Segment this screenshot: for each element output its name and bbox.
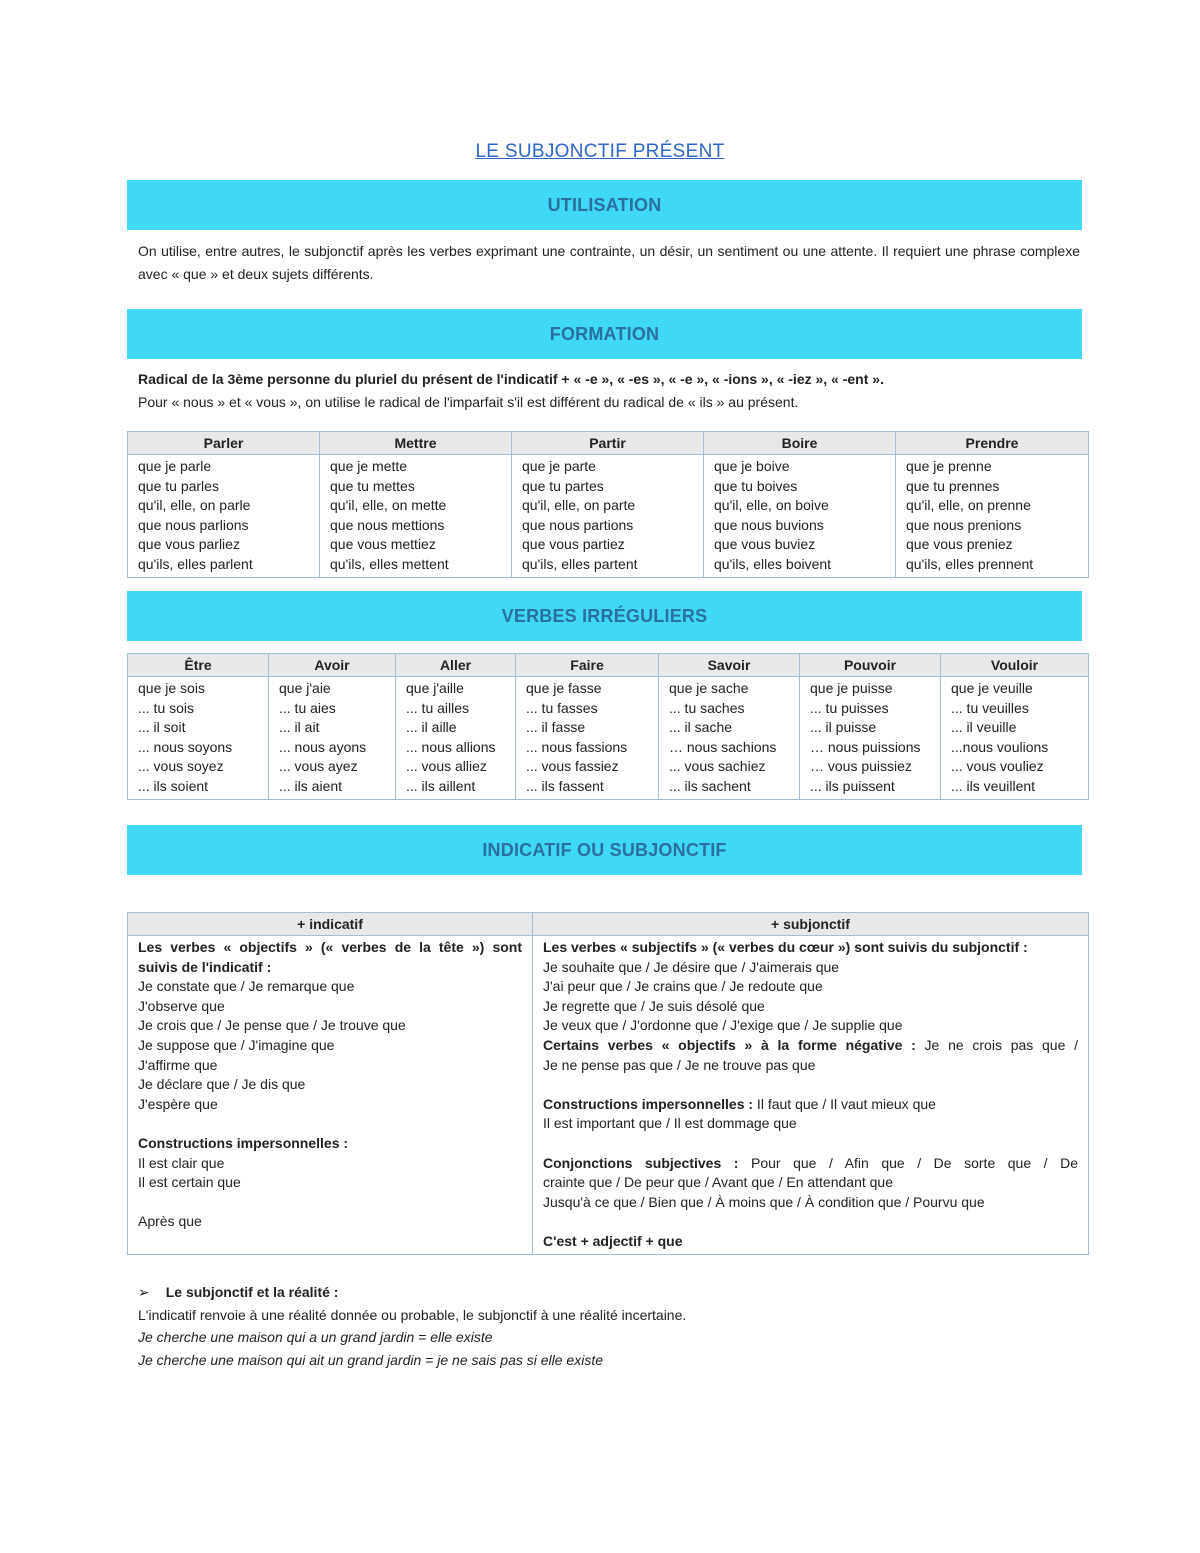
subjonctif-verb-line: Je regrette que / Je suis désolé que: [543, 997, 765, 1014]
conjugation-line: ... ils veuillent: [951, 777, 1036, 794]
conjugation-line: que je puisse: [810, 680, 893, 696]
conjugation-line: que je veuille: [951, 680, 1033, 696]
conjugation-line: ... vous alliez: [406, 758, 487, 775]
conjugation-column-mettre: [320, 455, 512, 578]
reality-example-subjonctif: Je cherche une maison qui ait un grand jardin = je ne sais pas si elle existe: [138, 1351, 603, 1368]
conjugation-line: qu'ils, elles partent: [522, 555, 638, 572]
indicatif-verb-line: Je constate que / Je remarque que: [138, 978, 355, 995]
reality-heading: Le subjonctif et la réalité :: [165, 1284, 339, 1300]
conjugation-line: que nous mettions: [330, 516, 445, 533]
conjugation-line: ... ils sachent: [669, 777, 751, 794]
verb-header-prendre: Prendre: [896, 432, 1089, 455]
conjugation-line: que tu parles: [138, 477, 219, 494]
conjugation-line: que je sache: [669, 680, 749, 696]
subjonctif-verb-line: Je veux que / J'ordonne que / J'exige que / Je supplie que: [543, 1017, 903, 1034]
subjonctif-verb-line: J'ai peur que / Je crains que / Je redoute que: [543, 978, 823, 995]
formation-note: Pour « nous » et « vous », on utilise le radical de l'imparfait s'il est différent du radical de « ils » au présent.: [138, 394, 799, 410]
conjugation-line: que vous parliez: [138, 536, 240, 553]
subjonctif-intro: Les verbes « subjectifs » (« verbes du cœur ») sont suivis du subjonctif :: [543, 939, 1028, 955]
indicatif-verb-line: Je crois que / Je pense que / Je trouve que: [138, 1017, 406, 1034]
conjugation-line: ... ils aient: [279, 777, 343, 794]
conjugation-line: qu'il, elle, on parte: [522, 497, 636, 514]
conjugation-line: qu'il, elle, on prenne: [906, 497, 1031, 514]
subjonctif-conjunction-line1: [543, 1154, 1078, 1174]
conjugation-line: ... ils soient: [138, 777, 209, 794]
reality-text: L'indicatif renvoie à une réalité donnée ou probable, le subjonctif à une réalité incertaine.: [138, 1306, 687, 1323]
verb-header-boire: Boire: [704, 432, 896, 455]
indicatif-verb-line: J'espère que: [138, 1095, 218, 1112]
conjugation-line: ... il puisse: [810, 719, 877, 736]
conjugation-line: que tu boives: [714, 477, 798, 494]
conjugation-line: ... tu ailles: [406, 699, 470, 716]
subjonctif-conjunction-label: Conjonctions subjectives :: [543, 1154, 739, 1171]
indicatif-verb-line: Je déclare que / Je dis que: [138, 1076, 306, 1093]
conjugation-line: ... il ait: [279, 719, 320, 736]
conjugation-line: que nous prenions: [906, 516, 1022, 533]
arrow-bullet-icon: ➢: [138, 1284, 150, 1300]
conjugation-column-faire: [516, 677, 659, 800]
spacer: [543, 1134, 1078, 1154]
verb-header-vouloir: Vouloir: [941, 654, 1089, 677]
conjugation-line: qu'il, elle, on mette: [330, 497, 447, 514]
conjugation-line: que tu mettes: [330, 477, 415, 494]
conjugation-line: que je parle: [138, 458, 212, 474]
indicatif-apres-que: Après que: [138, 1213, 202, 1230]
conjugation-column-avoir: [269, 677, 396, 800]
verb-header-etre: Être: [128, 654, 269, 677]
section-heading-irreguliers: VERBES IRRÉGULIERS: [127, 591, 1082, 641]
verb-header-partir: Partir: [512, 432, 704, 455]
conjugation-line: que je prenne: [906, 458, 992, 474]
indicatif-verb-line: J'affirme que: [138, 1056, 218, 1073]
formation-block: [138, 368, 1080, 414]
subjonctif-negative-label: Certains verbes « objectifs » à la forme négative :: [543, 1036, 916, 1053]
utilisation-text: On utilise, entre autres, le subjonctif après les verbes exprimant une contrainte, un désir, un sentiment ou une attente. Il requiert une phrase complexe avec « que » et deux sujets différents.: [138, 243, 1080, 282]
regular-verbs-table: [127, 431, 1089, 578]
conjugation-line: ... ils puissent: [810, 777, 895, 794]
conjugation-line: que vous buviez: [714, 536, 816, 553]
conjugation-line: ... ils aillent: [406, 777, 476, 794]
spacer: [543, 1212, 1078, 1232]
irregular-verbs-table: [127, 653, 1089, 800]
conjugation-line: que je boive: [714, 458, 790, 474]
indicatif-impersonal-line: Il est certain que: [138, 1174, 241, 1191]
spacer: [543, 1075, 1078, 1095]
conjugation-line: que je sois: [138, 680, 205, 696]
reality-example-indicatif: Je cherche une maison qui a un grand jardin = elle existe: [138, 1329, 493, 1345]
conjugation-line: ... nous soyons: [138, 738, 233, 755]
conjugation-line: ... vous sachiez: [669, 758, 766, 775]
conjugation-line: qu'il, elle, on parle: [138, 497, 251, 514]
spacer: [138, 1114, 522, 1134]
conjugation-line: ... ils fassent: [526, 777, 604, 794]
conjugation-line: qu'il, elle, on boive: [714, 497, 829, 514]
conjugation-line: ... tu sois: [138, 699, 195, 716]
section-heading-formation: FORMATION: [127, 309, 1082, 359]
subjonctif-conjunction-line3: Jusqu'à ce que / Bien que / À moins que / À condition que / Pourvu que: [543, 1193, 985, 1210]
subjonctif-impersonal-line2: Il est important que / Il est dommage que: [543, 1115, 797, 1132]
reality-section: [138, 1281, 1078, 1371]
subjonctif-conjunction-text: Pour que / Afin que / De sorte que / De: [738, 1154, 1079, 1171]
indicatif-verb-line: J'observe que: [138, 997, 225, 1014]
conjugation-line: que je mette: [330, 458, 408, 474]
conjugation-line: ... il fasse: [526, 719, 586, 736]
page-title: LE SUBJONCTIF PRÉSENT: [475, 141, 725, 162]
conjugation-line: ... nous fassions: [526, 738, 628, 755]
verb-header-savoir: Savoir: [659, 654, 800, 677]
conjugation-column-vouloir: [941, 677, 1089, 800]
conjugation-line: que nous parlions: [138, 516, 249, 533]
conjugation-column-parler: [128, 455, 320, 578]
conjugation-line: que nous partions: [522, 516, 634, 533]
conjugation-line: ... il soit: [138, 719, 186, 736]
conjugation-column-boire: [704, 455, 896, 578]
conjugation-line: que je parte: [522, 458, 596, 474]
conjugation-column-prendre: [896, 455, 1089, 578]
conjugation-column-pouvoir: [800, 677, 941, 800]
conjugation-line: que je fasse: [526, 680, 602, 696]
subjonctif-impersonal-line1: [543, 1095, 1078, 1115]
verb-header-avoir: Avoir: [269, 654, 396, 677]
conjugation-line: que j'aille: [406, 680, 464, 696]
subjonctif-adjective-rule: C'est + adjectif + que: [543, 1232, 683, 1249]
conjugation-line: que nous buvions: [714, 516, 824, 533]
conjugation-line: … vous puissiez: [810, 758, 912, 775]
conjugation-line: ... il aille: [406, 719, 457, 736]
verb-header-parler: Parler: [128, 432, 320, 455]
subjonctif-negative-line2: Je ne pense pas que / Je ne trouve pas que: [543, 1056, 816, 1073]
conjugation-line: qu'ils, elles parlent: [138, 555, 253, 572]
conjugation-line: ... nous allions: [406, 738, 496, 755]
conjugation-line: ... tu fasses: [526, 699, 598, 716]
conjugation-line: que tu prennes: [906, 477, 1000, 494]
conjugation-line: ... vous fassiez: [526, 758, 619, 775]
indicatif-column: [128, 936, 533, 1255]
subjonctif-negative-line1: [543, 1036, 1078, 1056]
conjugation-line: que vous preniez: [906, 536, 1013, 553]
indicatif-subjonctif-table: [127, 912, 1089, 1255]
conjugation-column-partir: [512, 455, 704, 578]
section-heading-utilisation: UTILISATION: [127, 180, 1082, 230]
indicatif-intro-line1: Les verbes « objectifs » (« verbes de la tête ») sont: [138, 939, 522, 955]
conjugation-line: qu'ils, elles prennent: [906, 555, 1034, 572]
conjugation-line: ...nous voulions: [951, 738, 1049, 755]
indicatif-impersonal-heading: Constructions impersonnelles :: [138, 1134, 349, 1151]
conjugation-line: ... vous soyez: [138, 758, 224, 775]
formation-rule: Radical de la 3ème personne du pluriel du présent de l'indicatif + « -e », « -es », « -e », « -ions », « -iez », « -ent ».: [138, 371, 884, 387]
column-header-subjonctif: + subjonctif: [533, 913, 1089, 936]
subjonctif-conjunction-line2: crainte que / De peur que / Avant que / En attendant que: [543, 1174, 893, 1191]
subjonctif-column: [533, 936, 1089, 1255]
verb-header-mettre: Mettre: [320, 432, 512, 455]
conjugation-line: que j'aie: [279, 680, 331, 696]
verb-header-aller: Aller: [396, 654, 516, 677]
conjugation-line: ... vous ayez: [279, 758, 358, 775]
conjugation-line: ... il sache: [669, 719, 733, 736]
conjugation-column-savoir: [659, 677, 800, 800]
subjonctif-impersonal-label: Constructions impersonnelles :: [543, 1095, 754, 1112]
verb-header-pouvoir: Pouvoir: [800, 654, 941, 677]
conjugation-line: ... il veuille: [951, 719, 1017, 736]
subjonctif-verb-line: Je souhaite que / Je désire que / J'aimerais que: [543, 958, 840, 975]
conjugation-line: ... tu saches: [669, 699, 745, 716]
conjugation-column-aller: [396, 677, 516, 800]
conjugation-line: ... nous ayons: [279, 738, 367, 755]
conjugation-line: ... tu aies: [279, 699, 336, 716]
conjugation-line: ... tu veuilles: [951, 699, 1029, 716]
section-heading-indicatif-ou-subjonctif: INDICATIF OU SUBJONCTIF: [127, 825, 1082, 875]
column-header-indicatif: + indicatif: [128, 913, 533, 936]
conjugation-line: ... tu puisses: [810, 699, 889, 716]
conjugation-line: qu'ils, elles mettent: [330, 555, 449, 572]
spacer: [138, 1193, 522, 1213]
indicatif-intro-line2: suivis de l'indicatif :: [138, 958, 272, 975]
indicatif-impersonal-line: Il est clair que: [138, 1154, 225, 1171]
conjugation-line: que vous partiez: [522, 536, 625, 553]
conjugation-column-etre: [128, 677, 269, 800]
conjugation-line: … nous puissions: [810, 738, 921, 755]
subjonctif-impersonal-text: Il faut que / Il vaut mieux que: [753, 1095, 936, 1112]
conjugation-line: … nous sachions: [669, 738, 777, 755]
conjugation-line: qu'ils, elles boivent: [714, 555, 832, 572]
conjugation-line: ... vous vouliez: [951, 758, 1044, 775]
conjugation-line: que tu partes: [522, 477, 604, 494]
subjonctif-negative-text: Je ne crois pas que /: [915, 1036, 1079, 1053]
indicatif-verb-line: Je suppose que / J'imagine que: [138, 1036, 335, 1053]
verb-header-faire: Faire: [516, 654, 659, 677]
conjugation-line: que vous mettiez: [330, 536, 436, 553]
